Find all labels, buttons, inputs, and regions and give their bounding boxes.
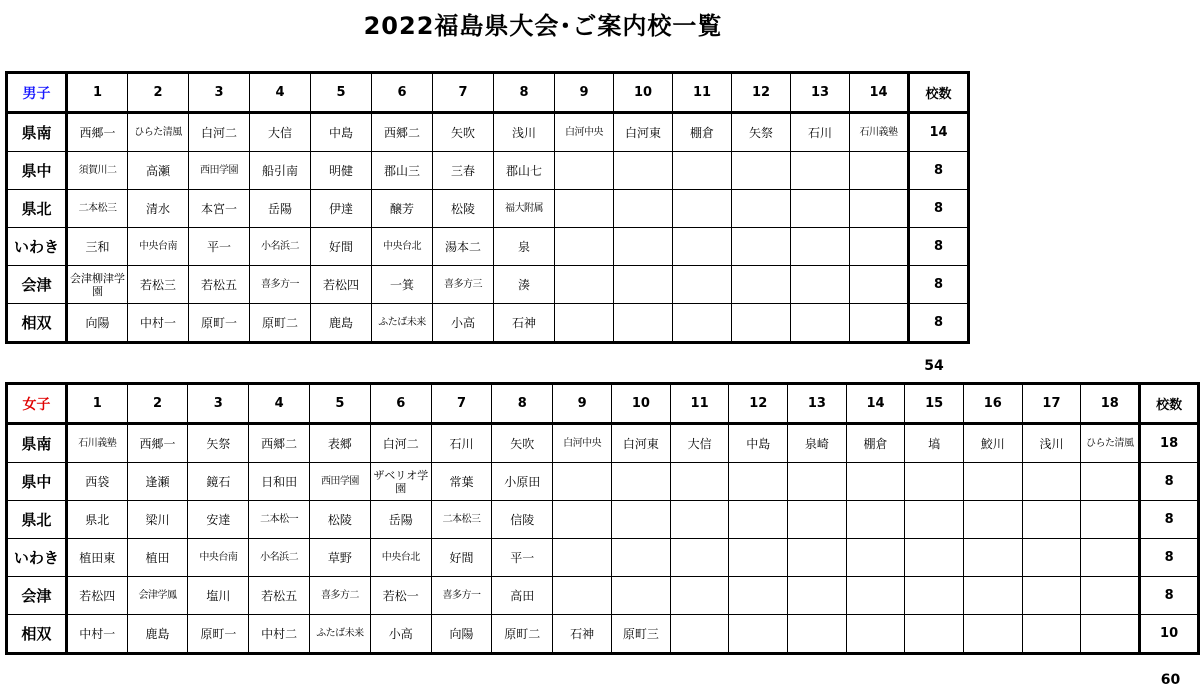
school-cell — [850, 266, 909, 304]
school-cell: 喜多方一 — [431, 577, 492, 615]
school-cell — [963, 577, 1022, 615]
school-cell — [788, 577, 847, 615]
column-header: 10 — [614, 73, 673, 113]
school-cell: 西郷二 — [249, 424, 310, 463]
column-header: 1 — [67, 73, 128, 113]
school-cell — [614, 228, 673, 266]
school-cell: 県北 — [66, 501, 127, 539]
school-cell: 石神 — [553, 615, 612, 654]
column-header: 14 — [846, 384, 905, 424]
school-cell — [791, 190, 850, 228]
school-cell: 好間 — [311, 228, 372, 266]
school-cell: 中央台南 — [128, 228, 189, 266]
school-cell: 原町一 — [189, 304, 250, 343]
school-cell — [732, 152, 791, 190]
school-cell — [729, 463, 788, 501]
girls-label: 女子 — [7, 384, 67, 424]
school-cell: 船引南 — [250, 152, 311, 190]
column-header: 15 — [905, 384, 964, 424]
table-row — [7, 228, 969, 266]
school-cell: ザベリオ学園 — [370, 463, 431, 501]
column-header: 6 — [370, 384, 431, 424]
school-cell: 白河東 — [614, 113, 673, 152]
school-cell: 二本松三 — [431, 501, 492, 539]
school-cell — [670, 501, 729, 539]
column-header: 3 — [189, 73, 250, 113]
school-cell: 中村一 — [66, 615, 127, 654]
school-cell: 中央台南 — [188, 539, 249, 577]
school-cell: 逢瀬 — [127, 463, 188, 501]
region-label: 相双 — [7, 615, 67, 654]
region-label: 県中 — [7, 152, 67, 190]
school-count: 8 — [909, 304, 969, 343]
school-cell — [791, 152, 850, 190]
column-header: 11 — [670, 384, 729, 424]
school-cell: 中島 — [729, 424, 788, 463]
school-cell: 西郷二 — [372, 113, 433, 152]
school-cell — [670, 463, 729, 501]
column-header: 3 — [188, 384, 249, 424]
school-cell — [905, 463, 964, 501]
school-cell — [905, 615, 964, 654]
girls-header-row — [7, 384, 1199, 424]
column-header: 9 — [553, 384, 612, 424]
school-cell — [905, 577, 964, 615]
school-cell: 喜多方二 — [310, 577, 371, 615]
table-row — [7, 539, 1199, 577]
school-cell: 西田学園 — [310, 463, 371, 501]
column-header: 5 — [310, 384, 371, 424]
table-row — [7, 615, 1199, 654]
school-cell: 会津柳津学園 — [67, 266, 128, 304]
school-cell — [963, 615, 1022, 654]
school-cell — [611, 577, 670, 615]
boys-total: 54 — [924, 358, 944, 374]
school-cell — [614, 190, 673, 228]
school-cell: 一箕 — [372, 266, 433, 304]
school-cell: 石川 — [791, 113, 850, 152]
school-count: 8 — [909, 152, 969, 190]
school-cell — [729, 577, 788, 615]
school-cell: 三春 — [433, 152, 494, 190]
school-cell — [729, 501, 788, 539]
school-count: 8 — [1140, 501, 1199, 539]
school-cell — [553, 539, 612, 577]
column-header: 16 — [963, 384, 1022, 424]
column-header: 8 — [494, 73, 555, 113]
school-cell — [614, 266, 673, 304]
school-cell — [1081, 615, 1140, 654]
school-cell: ひらた清風 — [128, 113, 189, 152]
school-cell — [673, 266, 732, 304]
school-cell: 中村一 — [128, 304, 189, 343]
school-cell — [555, 228, 614, 266]
school-cell: ひらた清風 — [1081, 424, 1140, 463]
school-cell: 平一 — [492, 539, 553, 577]
region-label: 県南 — [7, 113, 67, 152]
school-cell: 郡山七 — [494, 152, 555, 190]
column-header: 8 — [492, 384, 553, 424]
school-cell — [673, 304, 732, 343]
school-cell: 若松四 — [66, 577, 127, 615]
school-cell: 常葉 — [431, 463, 492, 501]
school-cell — [673, 228, 732, 266]
school-cell: 棚倉 — [673, 113, 732, 152]
school-cell — [788, 463, 847, 501]
girls-table — [5, 382, 1200, 655]
school-cell: 松陵 — [310, 501, 371, 539]
school-cell — [729, 615, 788, 654]
school-cell: 松陵 — [433, 190, 494, 228]
column-header: 12 — [732, 73, 791, 113]
school-cell — [553, 501, 612, 539]
school-cell — [1022, 539, 1081, 577]
table-row — [7, 113, 969, 152]
school-cell — [611, 463, 670, 501]
school-cell — [729, 539, 788, 577]
column-header: 9 — [555, 73, 614, 113]
school-count: 8 — [909, 228, 969, 266]
school-cell — [850, 304, 909, 343]
school-cell: 西袋 — [66, 463, 127, 501]
school-cell: 中央台北 — [370, 539, 431, 577]
school-cell — [1081, 577, 1140, 615]
school-count: 8 — [1140, 463, 1199, 501]
school-cell: 好間 — [431, 539, 492, 577]
school-cell: 西郷一 — [127, 424, 188, 463]
column-header: 1 — [66, 384, 127, 424]
school-cell — [670, 539, 729, 577]
region-label: 相双 — [7, 304, 67, 343]
school-cell — [673, 152, 732, 190]
school-cell: 浅川 — [494, 113, 555, 152]
table-row — [7, 304, 969, 343]
school-cell — [1022, 501, 1081, 539]
column-header: 7 — [433, 73, 494, 113]
school-cell — [611, 501, 670, 539]
school-cell — [963, 501, 1022, 539]
school-cell — [846, 615, 905, 654]
school-cell: 中村二 — [249, 615, 310, 654]
column-header: 2 — [128, 73, 189, 113]
school-cell: 向陽 — [67, 304, 128, 343]
school-cell: 信陵 — [492, 501, 553, 539]
school-cell: 塩川 — [188, 577, 249, 615]
school-cell: 平一 — [189, 228, 250, 266]
school-cell: 中央台北 — [372, 228, 433, 266]
school-cell: 若松五 — [189, 266, 250, 304]
school-cell: 矢祭 — [188, 424, 249, 463]
school-cell — [1081, 539, 1140, 577]
school-cell — [850, 152, 909, 190]
region-label: いわき — [7, 539, 67, 577]
school-cell: 鹿島 — [311, 304, 372, 343]
table-row — [7, 463, 1199, 501]
school-cell: 清水 — [128, 190, 189, 228]
region-label: 会津 — [7, 266, 67, 304]
school-count: 8 — [1140, 577, 1199, 615]
school-cell: 若松四 — [311, 266, 372, 304]
school-cell — [732, 304, 791, 343]
school-cell — [555, 152, 614, 190]
school-cell: 小原田 — [492, 463, 553, 501]
school-cell — [963, 539, 1022, 577]
school-cell: 矢吹 — [433, 113, 494, 152]
count-header: 校数 — [1140, 384, 1199, 424]
school-cell: 二本松一 — [249, 501, 310, 539]
school-count: 8 — [909, 190, 969, 228]
column-header: 2 — [127, 384, 188, 424]
region-label: 会津 — [7, 577, 67, 615]
school-cell: ふたば未来 — [372, 304, 433, 343]
table-row — [7, 190, 969, 228]
school-cell: 原町二 — [250, 304, 311, 343]
column-header: 13 — [788, 384, 847, 424]
school-cell — [670, 615, 729, 654]
column-header: 14 — [850, 73, 909, 113]
school-cell — [850, 190, 909, 228]
column-header: 10 — [611, 384, 670, 424]
school-cell: 泉 — [494, 228, 555, 266]
school-cell: 向陽 — [431, 615, 492, 654]
school-cell: 郡山三 — [372, 152, 433, 190]
school-cell: 泉崎 — [788, 424, 847, 463]
school-count: 8 — [1140, 539, 1199, 577]
school-cell — [1081, 463, 1140, 501]
column-header: 18 — [1081, 384, 1140, 424]
school-cell: 石川 — [431, 424, 492, 463]
school-cell: 三和 — [67, 228, 128, 266]
column-header: 13 — [791, 73, 850, 113]
school-cell — [614, 152, 673, 190]
school-cell — [788, 615, 847, 654]
school-count: 14 — [909, 113, 969, 152]
school-cell: 浅川 — [1022, 424, 1081, 463]
school-cell: 喜多方一 — [250, 266, 311, 304]
school-cell — [1022, 615, 1081, 654]
school-cell — [788, 501, 847, 539]
boys-table — [5, 71, 970, 344]
school-cell: 伊達 — [311, 190, 372, 228]
school-cell: 矢祭 — [732, 113, 791, 152]
school-cell: 小名浜二 — [249, 539, 310, 577]
boys-label: 男子 — [7, 73, 67, 113]
region-label: 県北 — [7, 190, 67, 228]
girls-total: 60 — [1160, 672, 1181, 688]
region-label: 県北 — [7, 501, 67, 539]
school-cell: 須賀川二 — [67, 152, 128, 190]
school-cell: 植田東 — [66, 539, 127, 577]
column-header: 7 — [431, 384, 492, 424]
column-header: 11 — [673, 73, 732, 113]
school-cell — [1081, 501, 1140, 539]
boys-header-row — [7, 73, 969, 113]
school-cell: 湯本二 — [433, 228, 494, 266]
school-cell — [788, 539, 847, 577]
school-cell: 小高 — [433, 304, 494, 343]
school-cell — [732, 266, 791, 304]
school-cell: 岳陽 — [250, 190, 311, 228]
school-cell: 石川義塾 — [850, 113, 909, 152]
school-count: 10 — [1140, 615, 1199, 654]
region-label: いわき — [7, 228, 67, 266]
school-cell: 白河二 — [370, 424, 431, 463]
table-row — [7, 266, 969, 304]
region-label: 県中 — [7, 463, 67, 501]
school-cell: 白河二 — [189, 113, 250, 152]
school-cell: 本宮一 — [189, 190, 250, 228]
page-title: 2022福島県大会･ご案内校一覧 — [363, 12, 723, 40]
school-cell: 会津学鳳 — [127, 577, 188, 615]
school-cell: 棚倉 — [846, 424, 905, 463]
school-cell: 植田 — [127, 539, 188, 577]
school-cell: 若松五 — [249, 577, 310, 615]
table-row — [7, 501, 1199, 539]
school-cell: 高瀬 — [128, 152, 189, 190]
school-cell: 白河中央 — [553, 424, 612, 463]
school-cell: 塙 — [905, 424, 964, 463]
column-header: 4 — [250, 73, 311, 113]
school-cell — [846, 501, 905, 539]
school-count: 8 — [909, 266, 969, 304]
table-row — [7, 577, 1199, 615]
column-header: 17 — [1022, 384, 1081, 424]
school-cell: 石神 — [494, 304, 555, 343]
school-cell — [614, 304, 673, 343]
school-cell — [850, 228, 909, 266]
school-cell: 鹿島 — [127, 615, 188, 654]
school-cell: 大信 — [670, 424, 729, 463]
school-cell: 喜多方三 — [433, 266, 494, 304]
school-cell: 原町一 — [188, 615, 249, 654]
school-cell: 石川義塾 — [66, 424, 127, 463]
school-cell: 湊 — [494, 266, 555, 304]
school-cell: 若松一 — [370, 577, 431, 615]
school-cell: 大信 — [250, 113, 311, 152]
school-cell — [1022, 577, 1081, 615]
school-cell: 安達 — [188, 501, 249, 539]
school-cell: 醸芳 — [372, 190, 433, 228]
column-header: 6 — [372, 73, 433, 113]
school-cell: 二本松三 — [67, 190, 128, 228]
column-header: 12 — [729, 384, 788, 424]
school-cell — [732, 228, 791, 266]
count-header: 校数 — [909, 73, 969, 113]
column-header: 4 — [249, 384, 310, 424]
table-row — [7, 152, 969, 190]
school-cell: 白河中央 — [555, 113, 614, 152]
school-cell: 草野 — [310, 539, 371, 577]
school-cell — [791, 304, 850, 343]
school-cell: 福大附属 — [494, 190, 555, 228]
school-cell: 岳陽 — [370, 501, 431, 539]
school-cell: 西田学園 — [189, 152, 250, 190]
school-cell: ふたば未来 — [310, 615, 371, 654]
table-row — [7, 424, 1199, 463]
school-cell: 明健 — [311, 152, 372, 190]
school-cell — [673, 190, 732, 228]
school-cell — [670, 577, 729, 615]
school-cell — [846, 577, 905, 615]
school-cell: 原町三 — [611, 615, 670, 654]
school-cell — [791, 228, 850, 266]
school-cell: 白河東 — [611, 424, 670, 463]
region-label: 県南 — [7, 424, 67, 463]
school-cell: 小名浜二 — [250, 228, 311, 266]
column-header: 5 — [311, 73, 372, 113]
school-cell — [555, 304, 614, 343]
school-cell — [905, 501, 964, 539]
school-cell: 高田 — [492, 577, 553, 615]
school-count: 18 — [1140, 424, 1199, 463]
school-cell: 原町二 — [492, 615, 553, 654]
school-cell: 中島 — [311, 113, 372, 152]
school-cell: 鮫川 — [963, 424, 1022, 463]
school-cell: 若松三 — [128, 266, 189, 304]
school-cell — [905, 539, 964, 577]
school-cell: 日和田 — [249, 463, 310, 501]
school-cell: 小高 — [370, 615, 431, 654]
school-cell: 鏡石 — [188, 463, 249, 501]
school-cell — [555, 266, 614, 304]
school-cell — [846, 539, 905, 577]
school-cell: 表郷 — [310, 424, 371, 463]
school-cell — [611, 539, 670, 577]
school-cell: 梁川 — [127, 501, 188, 539]
school-cell — [846, 463, 905, 501]
school-cell — [732, 190, 791, 228]
school-cell — [791, 266, 850, 304]
school-cell — [963, 463, 1022, 501]
school-cell — [1022, 463, 1081, 501]
school-cell — [553, 463, 612, 501]
school-cell: 西郷一 — [67, 113, 128, 152]
school-cell — [553, 577, 612, 615]
school-cell: 矢吹 — [492, 424, 553, 463]
school-cell — [555, 190, 614, 228]
